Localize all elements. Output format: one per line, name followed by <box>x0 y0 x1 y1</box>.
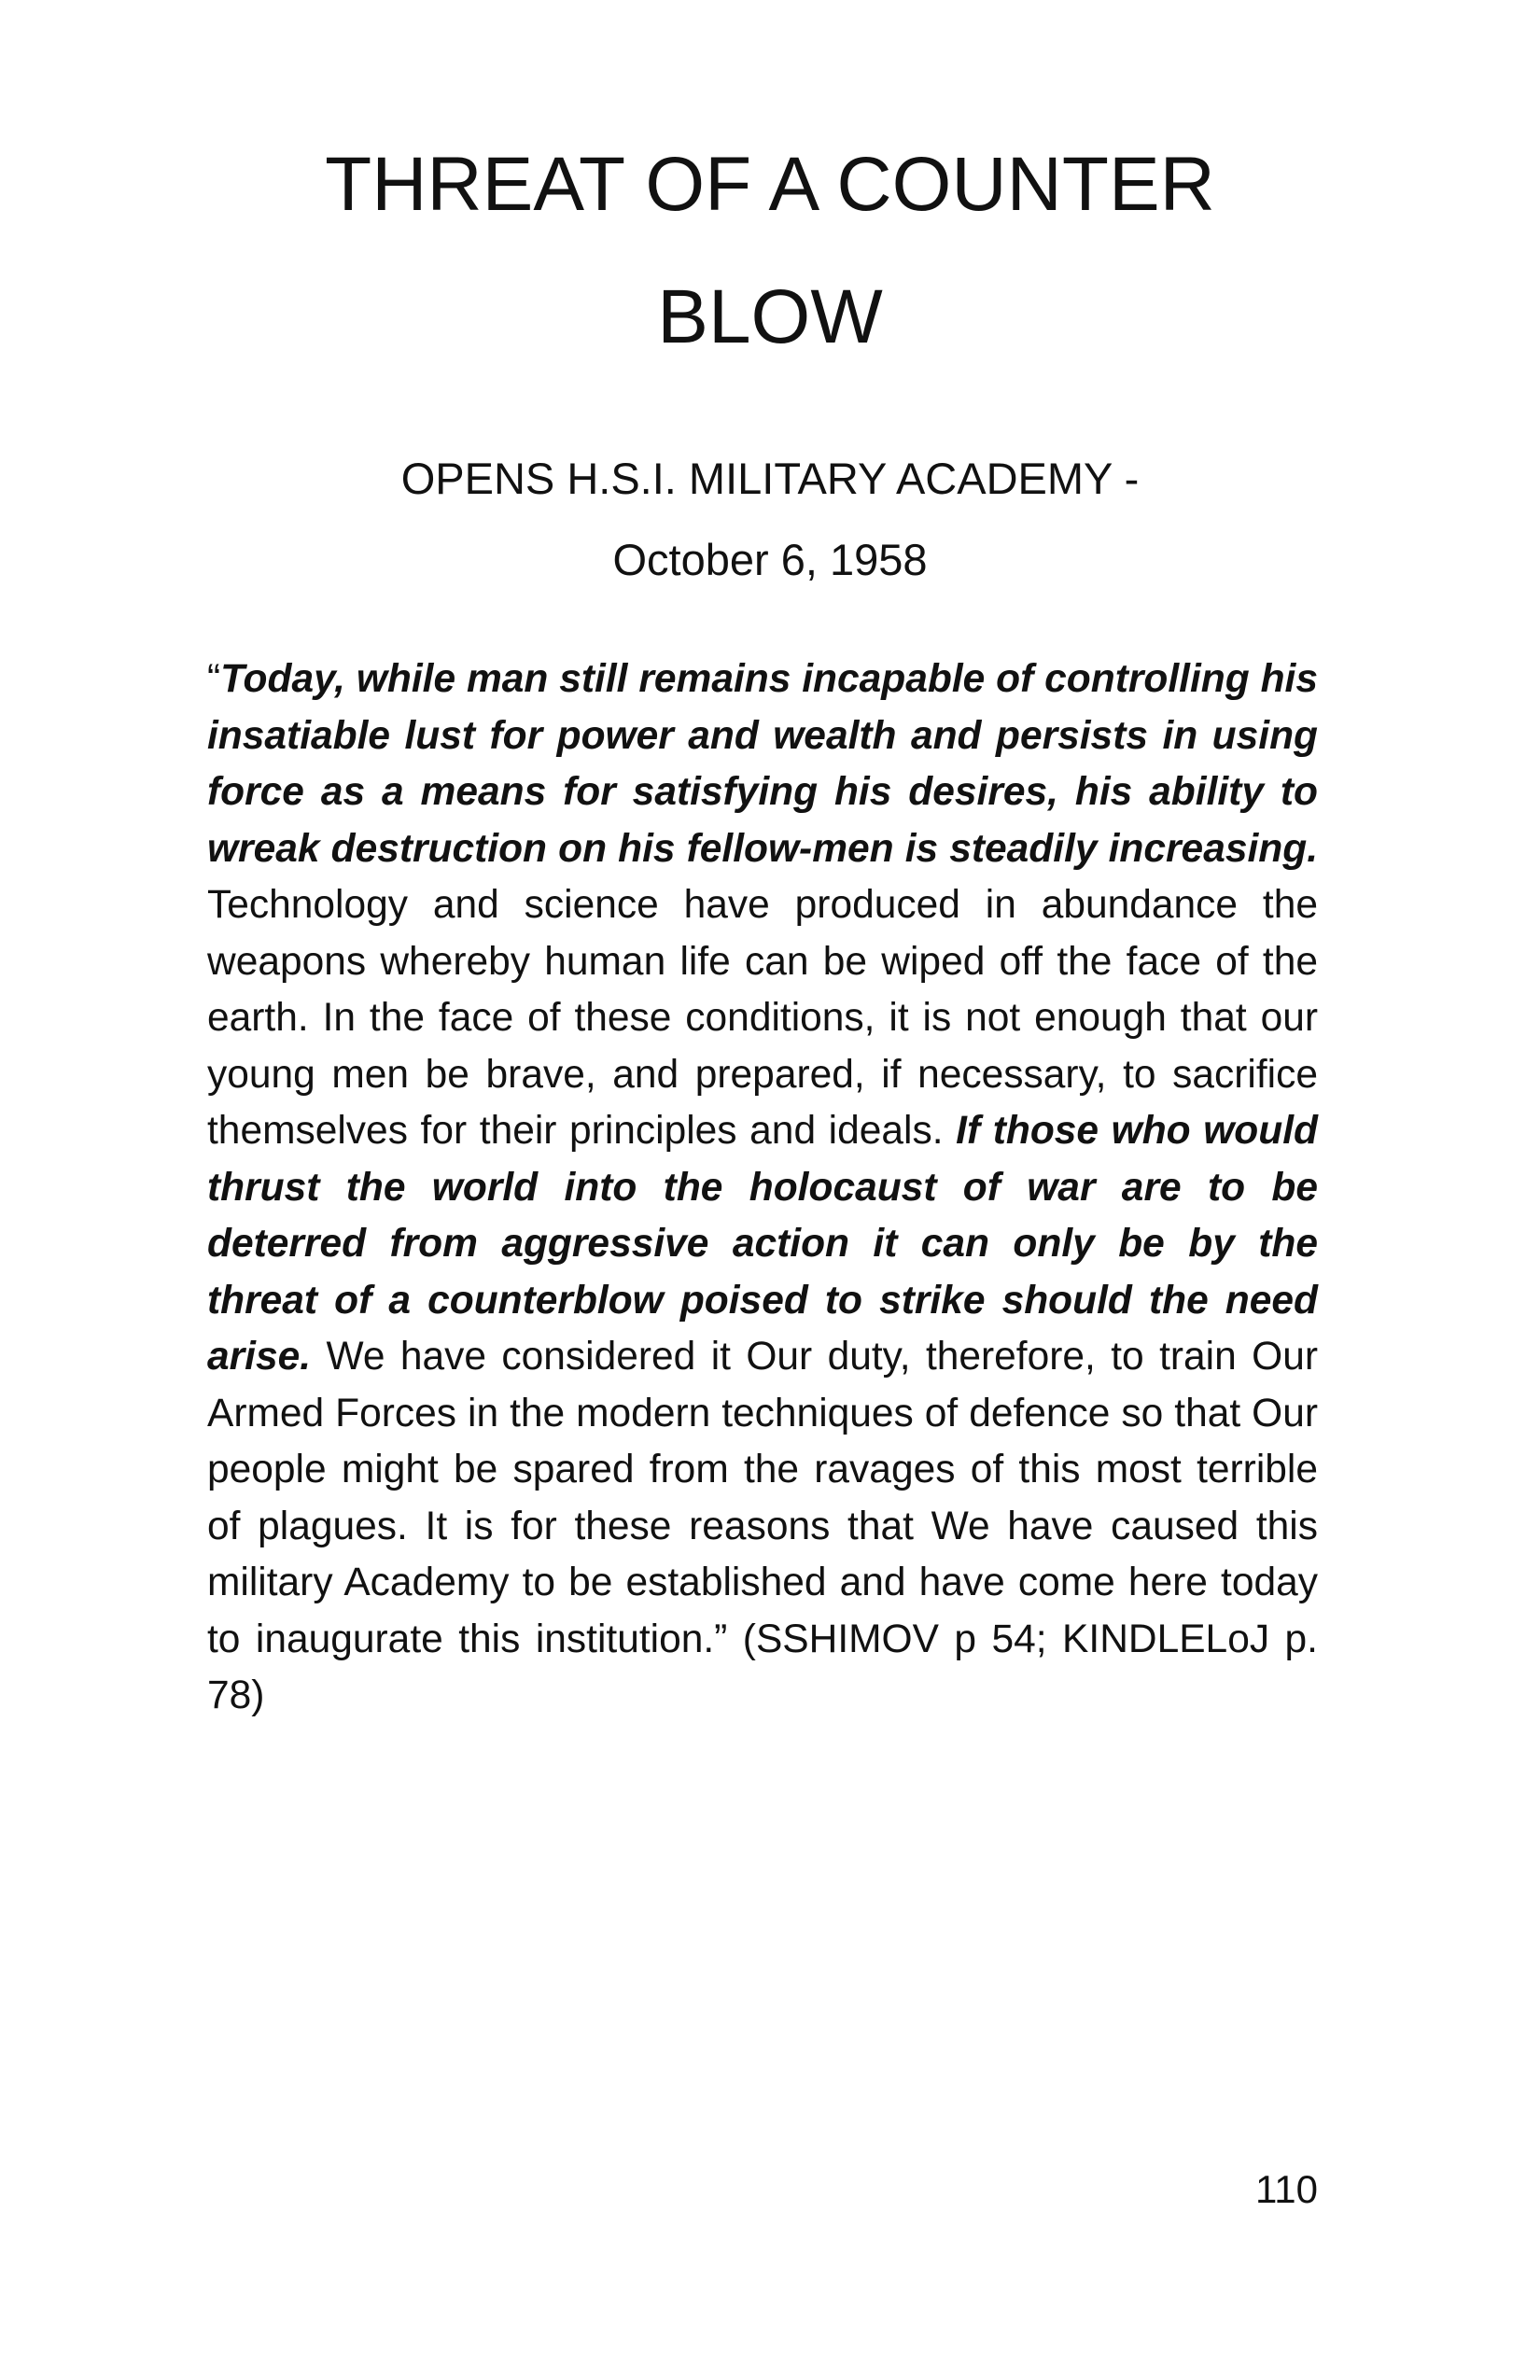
subtitle-event: OPENS H.S.I. MILITARY ACADEMY - <box>400 454 1140 503</box>
quote-paragraph <box>207 651 1318 1725</box>
page-number: 110 <box>1255 2167 1318 2211</box>
page-title-line-2: BLOW <box>657 274 883 359</box>
quote-text-2: We have considered it Our duty, therefore, to train Our Armed Forces in the modern techniques of defence so that Our people might be spared from the ravages of this most terrible of plagues. It is for these reasons that We have caused this military Academy to be established and have come here today to inaugurate this institution.” (SSHIMOV p 54; KINDLELoJ p. 78) <box>207 1335 1318 1717</box>
quote-text-1: Technology and science have produced in abundance the weapons whereby human life can be wiped off the face of the earth. In the face of these conditions, it is not enough that our young men be brave, and prepared, if necessary, to sacrifice themselves for their principles and ideals. <box>207 883 1318 1153</box>
subtitle-date: October 6, 1958 <box>612 535 928 584</box>
quote-emphasis-2: If those who would thrust the world into the holocaust of war are to be deterred from aggressive action it can only be by the threat of a counterblow poised to strike should the need arise. <box>207 1109 1318 1379</box>
quote-open-mark: “ <box>207 657 221 701</box>
quote-emphasis-1: Today, while man still remains incapable of controlling his insatiable lust for power and wealth and persists in using force as a means for satisfying his desires, his ability to wreak destruction on his fellow-men is steadily increasing. <box>207 657 1318 871</box>
page-title-line-1: THREAT OF A COUNTER <box>325 142 1215 227</box>
